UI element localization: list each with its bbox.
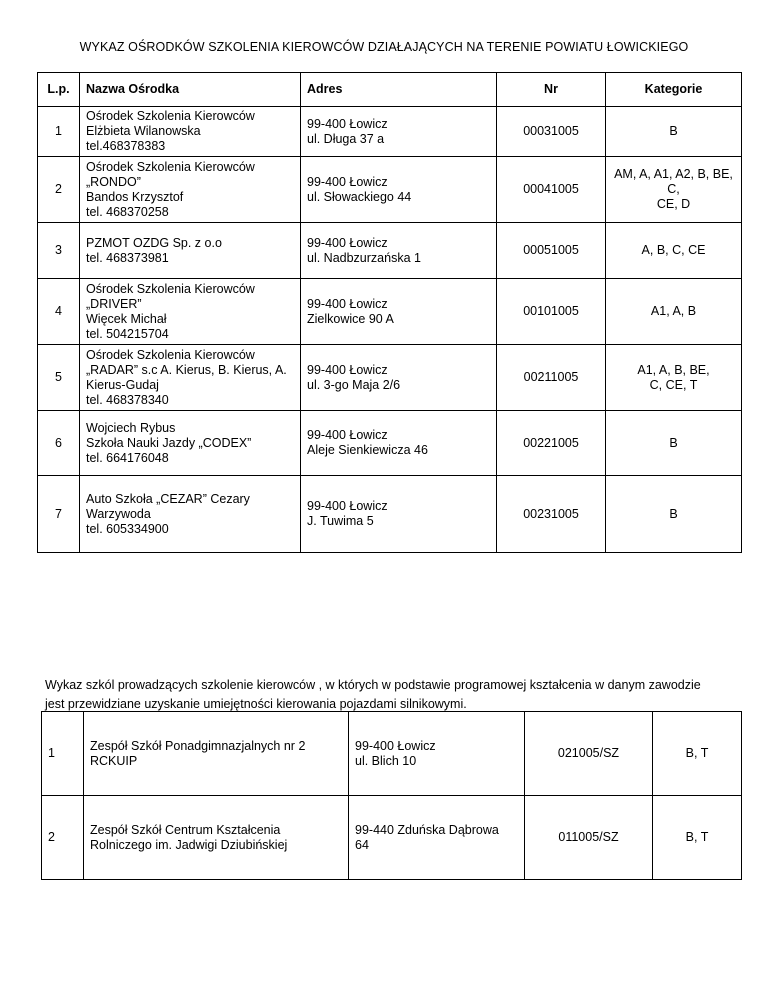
cell-categories xyxy=(606,157,742,223)
cell-categories-line: CE, D xyxy=(656,197,691,211)
cell-address-line: ul. 3-go Maja 2/6 xyxy=(307,377,401,392)
cell-address xyxy=(301,345,497,411)
cell-name-line: Warzywoda xyxy=(86,506,151,521)
cell-name-line: Więcek Michał xyxy=(86,311,167,326)
cell-lp: 1 xyxy=(42,712,84,796)
cell-name-line: tel. 468373981 xyxy=(86,250,169,265)
cell-name-line: „DRIVER” xyxy=(86,296,142,311)
cell-nr: 011005/SZ xyxy=(525,796,653,880)
table-row xyxy=(42,712,742,796)
cell-name-line: Zespół Szkół Ponadgimnazjalnych nr 2 xyxy=(90,738,306,753)
cell-address-line: ul. Długa 37 a xyxy=(307,131,385,146)
cell-nr: 00231005 xyxy=(497,476,606,553)
cell-lp: 2 xyxy=(42,796,84,880)
subtitle-line: Wykaz szkól prowadzących szkolenie kierowców , w których w podstawie programowej kształcenia w danym zawodzie xyxy=(45,678,701,692)
table-row xyxy=(42,796,742,880)
cell-categories xyxy=(606,279,742,345)
cell-name-line: Ośrodek Szkolenia Kierowców xyxy=(86,347,255,362)
cell-categories-line: A, B, C, CE xyxy=(641,243,706,257)
table-row xyxy=(38,411,742,476)
cell-lp: 1 xyxy=(38,107,80,157)
cell-lp: 4 xyxy=(38,279,80,345)
cell-address-line: 99-400 Łowicz xyxy=(307,362,388,377)
table-row xyxy=(38,107,742,157)
cell-name-line: „RONDO” xyxy=(86,174,141,189)
cell-name-line: Szkoła Nauki Jazdy „CODEX” xyxy=(86,435,252,450)
cell-categories-line: AM, A, A1, A2, B, BE, C, xyxy=(614,167,733,196)
cell-nr: 00031005 xyxy=(497,107,606,157)
cell-name-line: tel. 504215704 xyxy=(86,326,169,341)
cell-address-line: 99-400 Łowicz xyxy=(307,428,388,442)
cell-address xyxy=(301,411,497,476)
cell-address-line: J. Tuwima 5 xyxy=(307,514,374,528)
cell-name-line: tel. 664176048 xyxy=(86,450,169,465)
cell-lp: 2 xyxy=(38,157,80,223)
cell-name xyxy=(84,796,349,880)
cell-name-line: „RADAR” s.c A. Kierus, B. Kierus, A. xyxy=(86,362,287,377)
cell-name xyxy=(80,345,301,411)
cell-categories-line: C, CE, T xyxy=(649,377,698,392)
cell-address xyxy=(301,279,497,345)
cell-categories-line: A1, A, B xyxy=(650,304,697,318)
cell-address xyxy=(301,107,497,157)
cell-address-line: 99-440 Zduńska Dąbrowa xyxy=(355,822,499,837)
cell-name-line: tel.468378383 xyxy=(86,139,166,153)
driving-schools-table xyxy=(37,72,742,553)
cell-categories: B, T xyxy=(653,796,742,880)
cell-name xyxy=(80,223,301,279)
cell-address-line: 99-400 Łowicz xyxy=(355,738,436,753)
cell-categories xyxy=(606,411,742,476)
cell-categories xyxy=(606,345,742,411)
cell-address-line: ul. Słowackiego 44 xyxy=(307,189,412,204)
table-row xyxy=(38,345,742,411)
cell-categories-line: A1, A, B, BE, xyxy=(637,362,710,377)
cell-nr: 021005/SZ xyxy=(525,712,653,796)
cell-name xyxy=(80,107,301,157)
cell-nr: 00041005 xyxy=(497,157,606,223)
cell-name xyxy=(80,476,301,553)
cell-address xyxy=(301,476,497,553)
cell-name-line: Wojciech Rybus xyxy=(86,420,176,435)
cell-categories xyxy=(606,107,742,157)
cell-name-line: Ośrodek Szkolenia Kierowców xyxy=(86,159,255,174)
header-address: Adres xyxy=(301,73,497,107)
document-title: WYKAZ OŚRODKÓW SZKOLENIA KIEROWCÓW DZIAŁAJĄCYCH NA TERENIE POWIATU ŁOWICKIEGO xyxy=(79,40,689,54)
cell-name-line: RCKUIP xyxy=(90,753,138,768)
cell-name-line: Auto Szkoła „CEZAR” Cezary xyxy=(86,491,250,506)
header-lp: L.p. xyxy=(38,73,80,107)
cell-address-line: 99-400 Łowicz xyxy=(307,296,388,311)
cell-address-line: 64 xyxy=(355,837,369,852)
cell-name-line: Elżbieta Wilanowska xyxy=(86,124,201,138)
cell-address xyxy=(301,223,497,279)
cell-categories-line: B xyxy=(669,506,678,521)
cell-name-line: Zespół Szkół Centrum Kształcenia xyxy=(90,822,281,837)
cell-lp: 6 xyxy=(38,411,80,476)
cell-address xyxy=(301,157,497,223)
secondary-list-heading xyxy=(45,676,745,714)
cell-lp: 5 xyxy=(38,345,80,411)
table-row xyxy=(38,223,742,279)
header-name: Nazwa Ośrodka xyxy=(80,73,301,107)
cell-nr: 00101005 xyxy=(497,279,606,345)
cell-name-line: Kierus-Gudaj xyxy=(86,377,159,392)
header-nr: Nr xyxy=(497,73,606,107)
cell-nr: 00211005 xyxy=(497,345,606,411)
cell-name-line: tel. 468370258 xyxy=(86,204,169,219)
table-row xyxy=(38,279,742,345)
cell-address-line: ul. Nadbzurzańska 1 xyxy=(307,250,421,265)
cell-lp: 3 xyxy=(38,223,80,279)
cell-name xyxy=(80,411,301,476)
cell-address xyxy=(349,796,525,880)
cell-lp: 7 xyxy=(38,476,80,553)
vocational-schools-table xyxy=(41,711,742,880)
table-row xyxy=(38,157,742,223)
cell-name-line: Rolniczego im. Jadwigi Dziubińskiej xyxy=(90,837,288,852)
cell-address-line: Aleje Sienkiewicza 46 xyxy=(307,443,428,457)
cell-address-line: 99-400 Łowicz xyxy=(307,499,388,513)
cell-name xyxy=(80,279,301,345)
cell-name-line: Bandos Krzysztof xyxy=(86,189,184,204)
cell-nr: 00051005 xyxy=(497,223,606,279)
cell-nr: 00221005 xyxy=(497,411,606,476)
cell-categories xyxy=(606,223,742,279)
cell-address-line: 99-400 Łowicz xyxy=(307,116,388,131)
cell-name-line: PZMOT OZDG Sp. z o.o xyxy=(86,235,222,250)
cell-categories: B, T xyxy=(653,712,742,796)
cell-address-line: Zielkowice 90 A xyxy=(307,311,394,326)
cell-name-line: Ośrodek Szkolenia Kierowców xyxy=(86,109,255,123)
cell-name-line: tel. 468378340 xyxy=(86,392,169,407)
cell-categories-line: B xyxy=(669,435,678,450)
cell-categories-line: B xyxy=(669,124,678,138)
cell-address xyxy=(349,712,525,796)
table-header-row xyxy=(38,73,742,107)
table-row xyxy=(38,476,742,553)
cell-address-line: 99-400 Łowicz xyxy=(307,174,388,189)
cell-address-line: 99-400 Łowicz xyxy=(307,235,388,250)
cell-name xyxy=(80,157,301,223)
subtitle-line: jest przewidziane uzyskanie umiejętności kierowania pojazdami silnikowymi. xyxy=(45,697,467,711)
header-categories: Kategorie xyxy=(606,73,742,107)
cell-address-line: ul. Blich 10 xyxy=(355,753,417,768)
cell-name-line: Ośrodek Szkolenia Kierowców xyxy=(86,281,255,296)
cell-name-line: tel. 605334900 xyxy=(86,521,169,536)
cell-name xyxy=(84,712,349,796)
cell-categories xyxy=(606,476,742,553)
